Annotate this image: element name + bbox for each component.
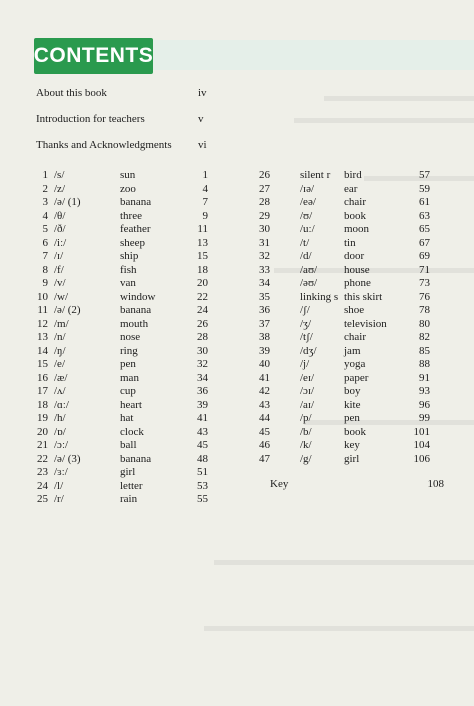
- unit-sound: /eɪ/: [300, 371, 315, 384]
- unit-word: letter: [120, 479, 143, 492]
- unit-number: 23: [37, 466, 48, 478]
- unit-sound: /f/: [54, 263, 64, 276]
- bleed-through-line: [294, 118, 474, 123]
- unit-sound: /ə/ (2): [54, 304, 81, 316]
- unit-word: kite: [344, 398, 361, 411]
- unit-sound: /w/: [54, 290, 69, 303]
- unit-page: 65: [419, 223, 430, 235]
- unit-page: 71: [419, 263, 430, 276]
- unit-page: 45: [197, 439, 208, 451]
- unit-row[interactable]: [36, 385, 216, 399]
- unit-row[interactable]: [36, 426, 216, 440]
- unit-row[interactable]: [258, 183, 444, 197]
- unit-number: 7: [42, 250, 48, 262]
- unit-number: 45: [259, 425, 270, 438]
- unit-word: window: [120, 290, 156, 303]
- unit-page: 41: [197, 412, 208, 424]
- unit-row[interactable]: [258, 412, 444, 426]
- unit-sound: /k/: [300, 439, 312, 451]
- unit-number: 29: [259, 209, 270, 222]
- unit-word: house: [344, 263, 370, 276]
- unit-word: pen: [120, 358, 136, 370]
- unit-word: girl: [120, 466, 136, 478]
- unit-word: ring: [120, 344, 138, 357]
- unit-word: tin: [344, 236, 356, 249]
- unit-page: 22: [197, 290, 208, 303]
- front-matter-page: vi: [198, 139, 207, 151]
- unit-sound: /aʊ/: [300, 263, 318, 276]
- unit-sound: /ɒ/: [54, 425, 66, 438]
- unit-number: 5: [42, 223, 48, 235]
- unit-row[interactable]: [36, 453, 216, 467]
- unit-page: 91: [419, 371, 430, 384]
- unit-row[interactable]: [36, 466, 216, 480]
- unit-page: 24: [197, 304, 208, 316]
- front-matter-label: About this book: [36, 87, 107, 99]
- page-title: CONTENTS: [34, 38, 153, 74]
- key-page: 108: [427, 478, 444, 490]
- unit-row[interactable]: [258, 453, 444, 467]
- front-matter-label: Thanks and Acknowledgments: [36, 139, 172, 151]
- unit-number: 12: [37, 317, 48, 330]
- unit-number: 20: [37, 425, 48, 438]
- unit-row[interactable]: [258, 277, 444, 291]
- unit-number: 32: [259, 250, 270, 262]
- unit-word: feather: [120, 223, 151, 235]
- unit-number: 31: [259, 236, 270, 249]
- unit-sound: /θ/: [54, 209, 66, 222]
- unit-word: mouth: [120, 317, 149, 330]
- unit-sound: /eə/: [300, 196, 316, 208]
- unit-number: 11: [37, 304, 48, 316]
- unit-row[interactable]: [258, 331, 444, 345]
- unit-page: 39: [197, 398, 208, 411]
- unit-page: 9: [202, 209, 208, 222]
- unit-word: book: [344, 209, 366, 222]
- unit-number: 26: [259, 169, 270, 181]
- unit-word: moon: [344, 223, 370, 235]
- unit-word: ship: [120, 250, 139, 262]
- unit-word: fish: [120, 263, 137, 276]
- unit-row[interactable]: [258, 372, 444, 386]
- units-list-right: [258, 169, 444, 466]
- bleed-through-header: [150, 40, 474, 70]
- unit-number: 42: [259, 385, 270, 397]
- unit-number: 9: [42, 277, 48, 289]
- unit-number: 34: [259, 277, 270, 289]
- unit-number: 38: [259, 331, 270, 343]
- unit-row[interactable]: [258, 426, 444, 440]
- unit-number: 37: [259, 317, 270, 330]
- unit-page: 85: [419, 344, 430, 357]
- unit-word: banana: [120, 196, 152, 208]
- unit-page: 101: [413, 425, 430, 438]
- front-matter-page: v: [198, 113, 204, 125]
- unit-word: van: [120, 277, 136, 289]
- unit-row[interactable]: [36, 318, 216, 332]
- unit-row[interactable]: [258, 385, 444, 399]
- unit-word: pen: [344, 412, 360, 424]
- unit-number: 43: [259, 398, 270, 411]
- unit-word: girl: [344, 452, 360, 465]
- unit-page: 28: [197, 331, 208, 343]
- unit-word: jam: [344, 344, 361, 357]
- unit-sound: /ð/: [54, 223, 66, 235]
- unit-page: 30: [197, 344, 208, 357]
- unit-page: 80: [419, 317, 430, 330]
- unit-page: 106: [413, 452, 430, 465]
- unit-sound: /ə/ (1): [54, 196, 81, 208]
- unit-word: key: [344, 439, 360, 451]
- unit-number: 17: [37, 385, 48, 397]
- unit-sound: /p/: [300, 412, 312, 424]
- unit-number: 24: [37, 479, 48, 492]
- unit-sound: /ʒ/: [300, 317, 311, 330]
- unit-page: 93: [419, 385, 430, 397]
- unit-number: 44: [259, 412, 270, 424]
- unit-number: 8: [42, 263, 48, 276]
- unit-row[interactable]: [258, 250, 444, 264]
- unit-page: 34: [197, 371, 208, 384]
- unit-number: 25: [37, 493, 48, 505]
- unit-sound: /ŋ/: [54, 344, 66, 357]
- unit-sound: /uː/: [300, 223, 315, 235]
- unit-word: chair: [344, 196, 366, 208]
- unit-number: 27: [259, 182, 270, 195]
- unit-number: 36: [259, 304, 270, 316]
- unit-sound: /iː/: [54, 236, 67, 249]
- unit-sound: linking s: [300, 290, 339, 303]
- unit-word: rain: [120, 493, 138, 505]
- unit-number: 13: [37, 331, 48, 343]
- unit-page: 61: [419, 196, 430, 208]
- unit-page: 7: [202, 196, 208, 208]
- unit-page: 18: [197, 263, 208, 276]
- unit-sound: /e/: [54, 358, 65, 370]
- unit-number: 2: [42, 182, 48, 195]
- unit-page: 36: [197, 385, 208, 397]
- unit-row[interactable]: [258, 304, 444, 318]
- unit-page: 20: [197, 277, 208, 289]
- unit-page: 88: [419, 358, 430, 370]
- unit-word: zoo: [120, 182, 136, 195]
- unit-row[interactable]: [258, 291, 444, 305]
- unit-word: yoga: [344, 358, 366, 370]
- unit-row[interactable]: [36, 304, 216, 318]
- unit-word: book: [344, 425, 366, 438]
- unit-row[interactable]: [258, 264, 444, 278]
- front-matter-page: iv: [198, 87, 207, 99]
- unit-page: 59: [419, 182, 430, 195]
- unit-page: 32: [197, 358, 208, 370]
- unit-page: 11: [197, 223, 208, 235]
- unit-row[interactable]: [36, 264, 216, 278]
- unit-row[interactable]: [258, 223, 444, 237]
- unit-page: 99: [419, 412, 430, 424]
- unit-word: chair: [344, 331, 366, 343]
- unit-sound: /d/: [300, 250, 312, 262]
- unit-page: 53: [197, 479, 208, 492]
- unit-number: 1: [42, 169, 48, 181]
- unit-word: paper: [344, 371, 369, 384]
- unit-page: 43: [197, 425, 208, 438]
- unit-row[interactable]: [36, 291, 216, 305]
- unit-row[interactable]: [36, 237, 216, 251]
- unit-row[interactable]: [36, 277, 216, 291]
- unit-word: three: [120, 209, 142, 222]
- unit-row[interactable]: [258, 196, 444, 210]
- unit-number: 46: [259, 439, 270, 451]
- unit-number: 35: [259, 290, 270, 303]
- unit-sound: /ɔɪ/: [300, 385, 315, 397]
- unit-number: 16: [37, 371, 48, 384]
- unit-number: 22: [37, 452, 48, 465]
- unit-row[interactable]: [258, 169, 444, 183]
- unit-sound: /m/: [54, 317, 69, 330]
- unit-row[interactable]: [258, 345, 444, 359]
- unit-row[interactable]: [36, 358, 216, 372]
- unit-word: ear: [344, 182, 358, 195]
- unit-page: 63: [419, 209, 430, 222]
- bleed-through-line: [324, 96, 474, 101]
- unit-row[interactable]: [36, 250, 216, 264]
- unit-number: 4: [42, 209, 48, 222]
- unit-row[interactable]: [258, 358, 444, 372]
- unit-sound: /ʃ/: [300, 304, 310, 316]
- unit-sound: /ʌ/: [54, 385, 66, 397]
- unit-page: 104: [413, 439, 430, 451]
- unit-page: 55: [197, 493, 208, 505]
- unit-number: 47: [259, 452, 270, 465]
- unit-sound: /z/: [54, 182, 65, 195]
- unit-number: 21: [37, 439, 48, 451]
- unit-row[interactable]: [36, 331, 216, 345]
- unit-number: 18: [37, 398, 48, 411]
- unit-word: sheep: [120, 236, 146, 249]
- unit-page: 67: [419, 236, 430, 249]
- unit-row[interactable]: [258, 439, 444, 453]
- unit-word: door: [344, 250, 365, 262]
- unit-page: 1: [202, 169, 208, 181]
- unit-word: phone: [344, 277, 371, 289]
- unit-row[interactable]: [258, 210, 444, 224]
- bleed-through-line: [204, 626, 474, 631]
- unit-page: 76: [419, 290, 430, 303]
- unit-sound: /s/: [54, 169, 65, 181]
- unit-page: 78: [419, 304, 430, 316]
- unit-page: 57: [419, 169, 430, 181]
- unit-sound: silent r: [300, 169, 331, 181]
- unit-sound: /ʊ/: [300, 209, 313, 222]
- unit-row[interactable]: [36, 210, 216, 224]
- unit-sound: /ɔː/: [54, 439, 69, 451]
- unit-row[interactable]: [36, 372, 216, 386]
- unit-sound: /dʒ/: [300, 344, 317, 357]
- unit-word: hat: [120, 412, 134, 424]
- unit-number: 41: [259, 371, 270, 384]
- unit-word: shoe: [344, 304, 365, 316]
- unit-row[interactable]: [36, 480, 216, 494]
- unit-sound: /aɪ/: [300, 398, 315, 411]
- unit-row[interactable]: [36, 345, 216, 359]
- unit-sound: /v/: [54, 277, 66, 289]
- unit-page: 13: [197, 236, 208, 249]
- units-list-left: [36, 169, 216, 507]
- unit-sound: /j/: [300, 358, 310, 370]
- unit-sound: /n/: [54, 331, 66, 343]
- unit-sound: /æ/: [54, 371, 68, 384]
- key-label[interactable]: Key: [270, 478, 289, 490]
- unit-row[interactable]: [36, 196, 216, 210]
- unit-sound: /ə/ (3): [54, 452, 81, 465]
- unit-word: heart: [120, 398, 142, 411]
- unit-word: nose: [120, 331, 141, 343]
- front-matter-label: Introduction for teachers: [36, 113, 145, 125]
- unit-sound: /ɪə/: [300, 182, 315, 195]
- unit-word: bird: [344, 169, 362, 181]
- unit-row[interactable]: [258, 399, 444, 413]
- unit-sound: /əʊ/: [300, 277, 318, 289]
- unit-number: 10: [37, 290, 48, 303]
- unit-row[interactable]: [258, 318, 444, 332]
- unit-page: 69: [419, 250, 430, 262]
- unit-word: banana: [120, 304, 152, 316]
- unit-sound: /g/: [300, 452, 312, 465]
- unit-sound: /ɑː/: [54, 398, 69, 411]
- unit-word: boy: [344, 385, 361, 397]
- unit-page: 73: [419, 277, 430, 289]
- unit-sound: /l/: [54, 479, 64, 492]
- unit-word: sun: [120, 169, 136, 181]
- unit-row[interactable]: [36, 223, 216, 237]
- unit-sound: /t/: [300, 236, 310, 249]
- unit-sound: /h/: [54, 412, 66, 424]
- unit-number: 39: [259, 344, 270, 357]
- unit-row[interactable]: [36, 399, 216, 413]
- unit-number: 33: [259, 263, 270, 276]
- unit-number: 40: [259, 358, 270, 370]
- unit-sound: /ɜː/: [54, 466, 68, 478]
- unit-word: this skirt: [344, 290, 383, 303]
- unit-page: 82: [419, 331, 430, 343]
- unit-row[interactable]: [36, 169, 216, 183]
- unit-word: man: [120, 371, 139, 384]
- unit-number: 19: [37, 412, 48, 424]
- unit-row[interactable]: [258, 237, 444, 251]
- unit-page: 51: [197, 466, 208, 478]
- unit-sound: /r/: [54, 493, 64, 505]
- unit-sound: /b/: [300, 425, 312, 438]
- unit-row[interactable]: [36, 412, 216, 426]
- unit-page: 15: [197, 250, 208, 262]
- unit-number: 3: [42, 196, 48, 208]
- unit-sound: /tʃ/: [300, 331, 313, 343]
- unit-number: 15: [37, 358, 48, 370]
- unit-word: television: [344, 317, 387, 330]
- bleed-through-line: [214, 560, 474, 565]
- unit-sound: /ɪ/: [54, 250, 64, 262]
- unit-word: cup: [120, 385, 136, 397]
- unit-word: clock: [120, 425, 144, 438]
- unit-word: banana: [120, 452, 152, 465]
- unit-page: 26: [197, 317, 208, 330]
- unit-page: 96: [419, 398, 430, 411]
- unit-page: 4: [202, 182, 208, 195]
- unit-page: 48: [197, 452, 208, 465]
- unit-row[interactable]: [36, 183, 216, 197]
- unit-word: ball: [120, 439, 137, 451]
- unit-row[interactable]: [36, 493, 216, 507]
- unit-number: 14: [37, 344, 48, 357]
- unit-number: 6: [42, 236, 48, 249]
- unit-number: 30: [259, 223, 270, 235]
- unit-row[interactable]: [36, 439, 216, 453]
- unit-number: 28: [259, 196, 270, 208]
